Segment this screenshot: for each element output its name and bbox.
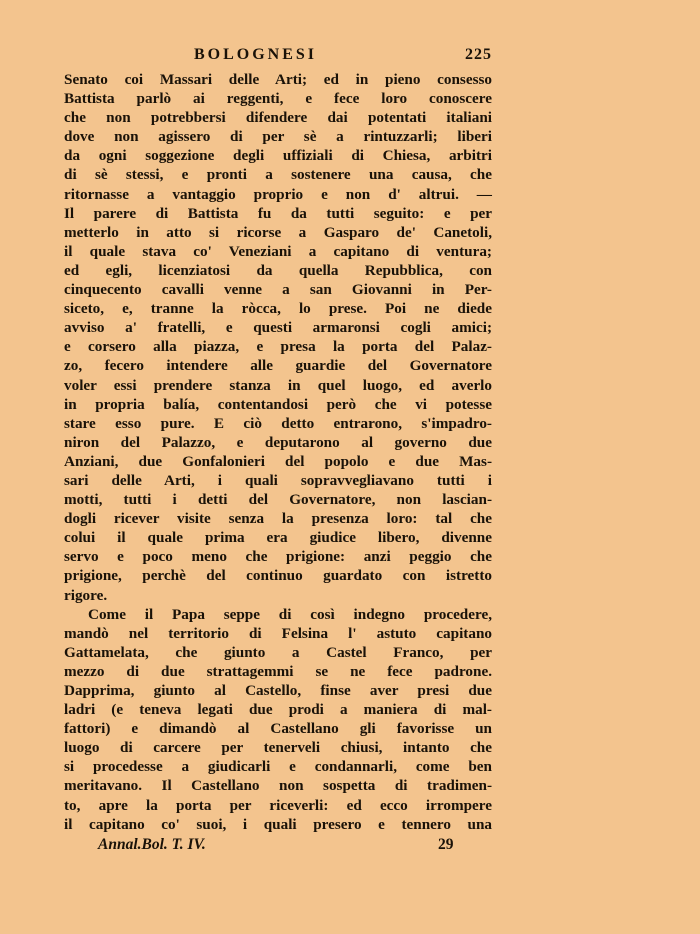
text-line: meritavano. Il Castellano non sospetta di tradimen-: [64, 777, 492, 795]
text-line: voler essi prendere stanza in quel luogo, ed averlo: [64, 376, 492, 394]
text-line: Senato coi Massari delle Arti; ed in pieno consesso: [64, 71, 492, 88]
running-title: BOLOGNESI: [194, 46, 318, 63]
text-line: fattori) e dimandò al Castellano gli favorisse un: [64, 720, 492, 738]
text-line: ritornasse a vantaggio proprio e non d' altrui. —: [64, 185, 492, 203]
text-line: ladri (e teneva legati due prodi a maniera di mal-: [64, 701, 492, 719]
text-line: motti, tutti i detti del Governatore, non lascian-: [64, 491, 492, 509]
text-line: che non potrebbersi difendere dai potentati italiani: [64, 109, 492, 127]
text-line: colui il quale prima era giudice libero, divenne: [64, 529, 492, 547]
text-line: da ogni soggezione degli uffiziali di Chiesa, arbitri: [64, 147, 492, 165]
text-line: Il parere di Battista fu da tutti seguito: e per: [64, 204, 492, 222]
text-line: ed egli, licenziatosi da quella Repubblica, con: [64, 261, 492, 279]
text-line: stare esso pure. E ciò detto entrarono, s'impadro-: [64, 414, 492, 432]
folio-number: 29: [438, 835, 454, 853]
text-line: il quale stava co' Veneziani a capitano di ventura;: [64, 242, 492, 260]
text-line: sari delle Arti, i quali sopravvegliavano tutti i: [64, 471, 492, 489]
text-line: servo e poco meno che prigione: anzi peggio che: [64, 548, 492, 566]
text-line: Battista parlò ai reggenti, e fece loro conoscere: [64, 90, 492, 108]
paragraph: [64, 605, 492, 834]
text-line: mezzo di due strattagemmi se ne fece padrone.: [64, 662, 492, 680]
paragraph: [64, 70, 492, 605]
text-line: si procedesse a giudicarli e condannarli, come ben: [64, 758, 492, 776]
text-line: niron del Palazzo, e deputarono al governo due: [64, 433, 492, 451]
text-line: zo, fecero intendere alle guardie del Governatore: [64, 357, 492, 375]
running-head: [64, 46, 492, 70]
text-line: Dapprima, giunto al Castello, finse aver presi due: [64, 682, 492, 699]
text-line: cinquecento cavalli venne a san Giovanni in Per-: [64, 281, 492, 299]
page-number: 225: [465, 46, 492, 63]
text-line: avviso a' fratelli, e questi armaronsi cogli amici;: [64, 319, 492, 337]
text-line: Come il Papa seppe di così indegno procedere,: [88, 605, 492, 623]
text-line: dove non agissero di per sè a rintuzzarli; liberi: [64, 128, 492, 146]
text-line: Anziani, due Gonfalonieri del popolo e due Mas-: [64, 452, 492, 470]
text-line: to, apre la porta per riceverli: ed ecco irrompere: [64, 796, 492, 814]
book-page: [64, 46, 492, 856]
text-line: di sè stessi, e pronti a sostenere una causa, che: [64, 166, 492, 184]
text-line: Gattamelata, che giunto a Castel Franco, per: [64, 643, 492, 661]
text-line: luogo di carcere per tenerveli chiusi, intanto che: [64, 739, 492, 757]
text-line: dogli ricever visite senza la presenza loro: tal che: [64, 510, 492, 528]
body-text: [64, 70, 492, 834]
page-footer: [64, 836, 492, 856]
text-line: prigione, perchè del continuo guardato con istretto: [64, 567, 492, 585]
text-line: rigore.: [64, 586, 108, 604]
text-line: il capitano co' suoi, i quali presero e tennero una: [64, 815, 492, 833]
text-line: e corsero alla piazza, e presa la porta del Palaz-: [64, 338, 492, 356]
text-line: mandò nel territorio di Felsina l' astuto capitano: [64, 624, 492, 642]
text-line: metterlo in atto si ricorse a Gasparo de' Canetoli,: [64, 223, 492, 241]
text-line: in propria balía, contentandosi però che vi potesse: [64, 395, 492, 413]
text-line: siceto, e, tranne la ròcca, lo prese. Poi ne diede: [64, 300, 492, 318]
signature-mark: Annal.Bol. T. IV.: [98, 835, 206, 853]
